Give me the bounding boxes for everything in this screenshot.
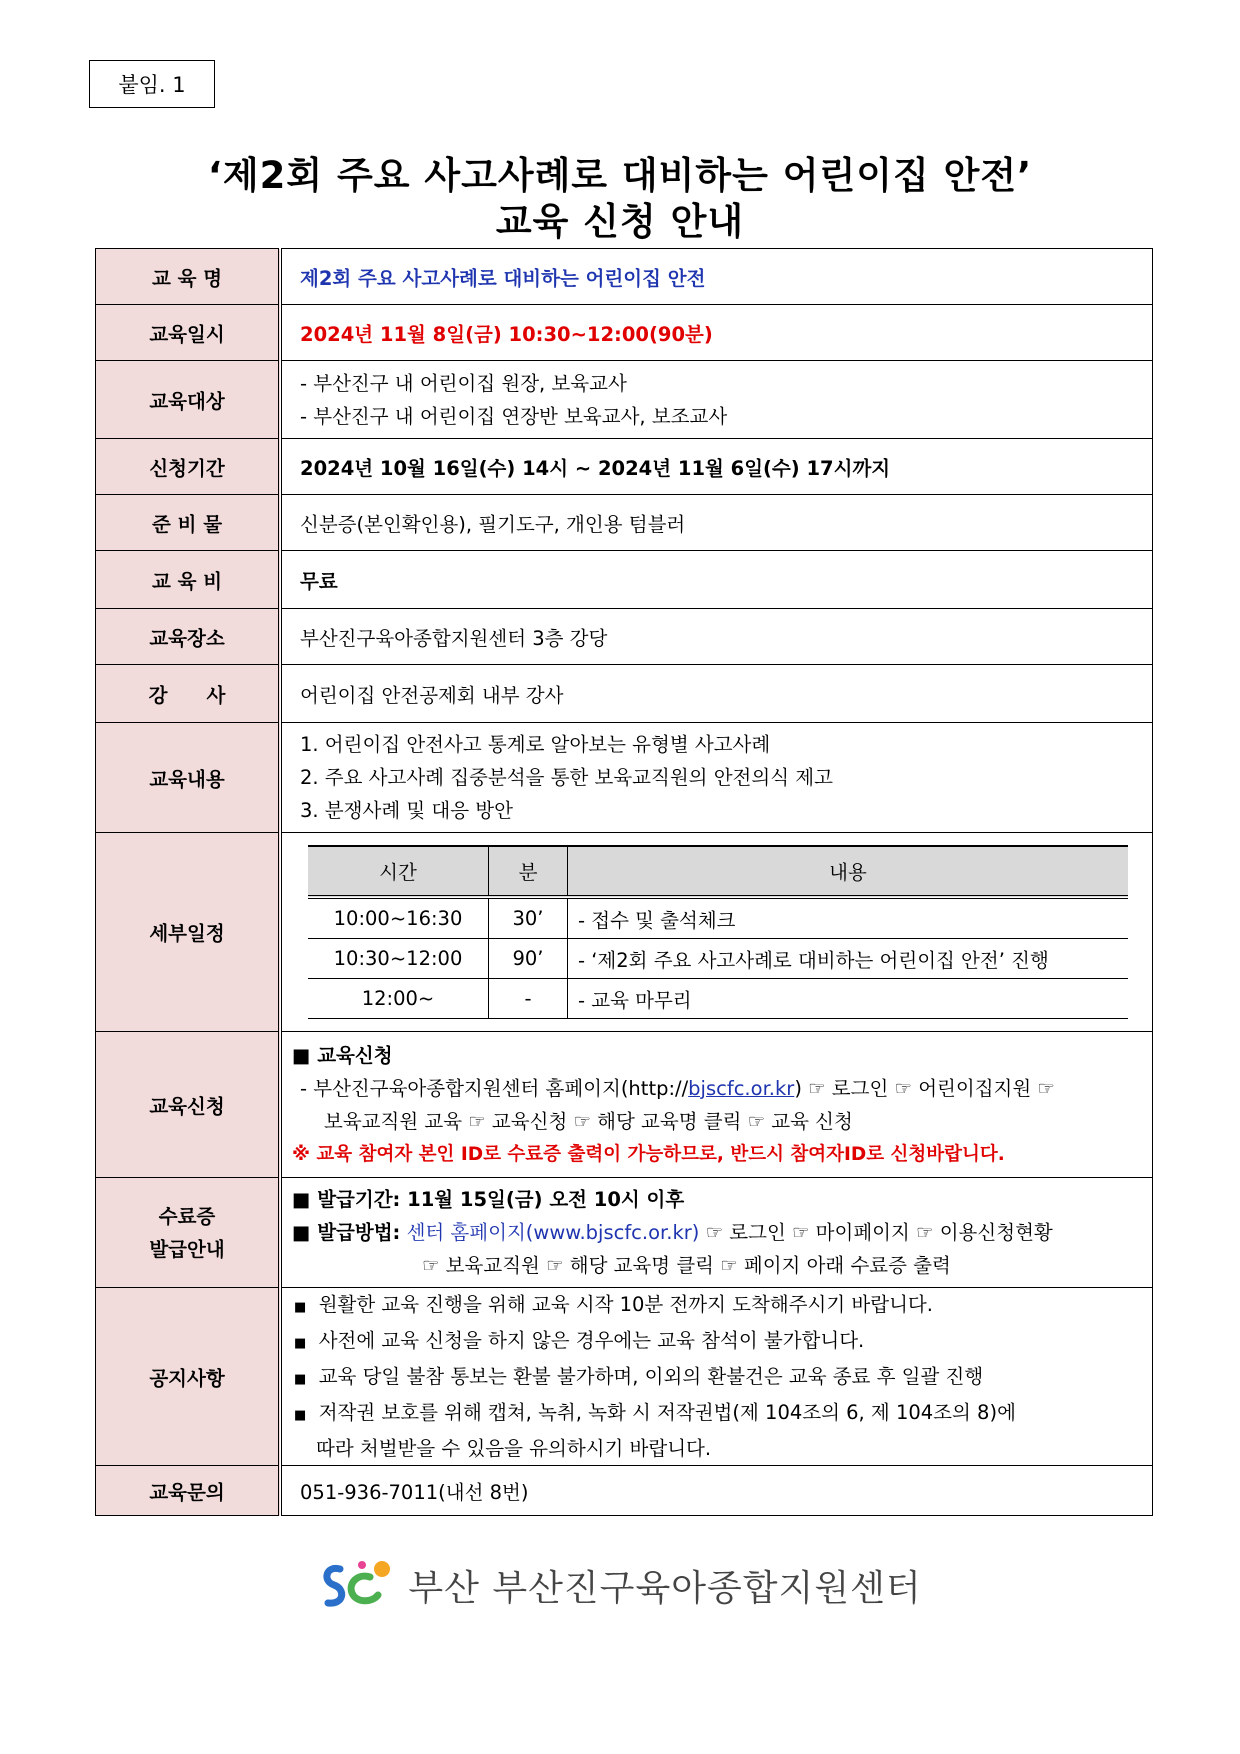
row-target <box>96 361 1153 439</box>
apply-line-1-pre: - 부산진구육아종합지원센터 홈페이지(http:// <box>300 1076 689 1100</box>
certificate-method-label: ■ 발급방법: <box>292 1221 401 1244</box>
content-line-1: 1. 어린이집 안전사고 통계로 알아보는 유형별 사고사례 <box>300 733 771 756</box>
schedule-time: 10:00~16:30 <box>308 897 489 939</box>
footer <box>0 1555 1240 1615</box>
label-certificate-2: 발급안내 <box>149 1237 225 1261</box>
value-supplies: 신분증(본인확인용), 필기도구, 개인용 텀블러 <box>280 495 1153 551</box>
label-inquiry: 교육문의 <box>96 1466 281 1516</box>
label-apply: 교육신청 <box>96 1032 281 1178</box>
label-lecturer: 강 사 <box>96 665 281 723</box>
row-supplies <box>96 495 1153 551</box>
label-schedule: 세부일정 <box>96 833 281 1032</box>
schedule-content: - 교육 마무리 <box>568 979 1129 1019</box>
info-table <box>95 248 1153 1516</box>
certificate-issue-period: ■ 발급기간: 11월 15일(금) 오전 10시 이후 <box>292 1188 685 1211</box>
target-line-1: - 부산진구 내 어린이집 원장, 보육교사 <box>300 371 627 395</box>
apply-heading: ■ 교육신청 <box>292 1043 393 1067</box>
label-period: 신청기간 <box>96 439 281 495</box>
schedule-minutes: 30’ <box>489 897 568 939</box>
label-fee: 교 육 비 <box>96 551 281 609</box>
bullet-square-icon: ■ <box>294 1336 307 1351</box>
schedule-time: 12:00~ <box>308 979 489 1019</box>
schedule-table <box>308 845 1128 1019</box>
value-schedule <box>280 833 1153 1032</box>
apply-notice: ※ 교육 참여자 본인 ID로 수료증 출력이 가능하므로, 반드시 참여자ID로 신청바랍니다. <box>292 1143 1005 1165</box>
apply-line-2: 보육교직원 교육 ☞ 교육신청 ☞ 해당 교육명 클릭 ☞ 교육 신청 <box>324 1109 853 1133</box>
row-notices <box>96 1288 1153 1466</box>
value-certificate <box>280 1178 1153 1288</box>
schedule-row <box>308 939 1128 979</box>
notice-item: ■ 사전에 교육 신청을 하지 않은 경우에는 교육 참석이 불가합니다. <box>294 1329 865 1352</box>
row-content <box>96 723 1153 833</box>
label-content: 교육내용 <box>96 723 281 833</box>
schedule-content: - ‘제2회 주요 사고사례로 대비하는 어린이집 안전’ 진행 <box>568 939 1129 979</box>
label-name: 교 육 명 <box>96 249 281 305</box>
row-schedule <box>96 833 1153 1032</box>
row-inquiry <box>96 1466 1153 1516</box>
value-datetime: 2024년 11월 8일(금) 10:30~12:00(90분) <box>280 305 1153 361</box>
bullet-square-icon: ■ <box>294 1408 307 1423</box>
value-lecturer: 어린이집 안전공제회 내부 강사 <box>280 665 1153 723</box>
page-title-line1: ‘제2회 주요 사고사례로 대비하는 어린이집 안전’ <box>207 154 1033 197</box>
row-place <box>96 609 1153 665</box>
value-period: 2024년 10월 16일(수) 14시 ~ 2024년 11월 6일(수) 17시까지 <box>280 439 1153 495</box>
label-datetime: 교육일시 <box>96 305 281 361</box>
label-supplies: 준 비 물 <box>96 495 281 551</box>
center-logo-icon <box>318 1555 398 1615</box>
row-name <box>96 249 1153 305</box>
schedule-content: - 접수 및 출석체크 <box>568 897 1129 939</box>
label-target: 교육대상 <box>96 361 281 439</box>
attachment-label: 붙임. 1 <box>89 60 215 108</box>
target-line-2: - 부산진구 내 어린이집 연장반 보육교사, 보조교사 <box>300 404 728 428</box>
schedule-row <box>308 979 1128 1019</box>
value-target <box>280 361 1153 439</box>
value-name: 제2회 주요 사고사례로 대비하는 어린이집 안전 <box>280 249 1153 305</box>
apply-line-1 <box>292 1072 1138 1105</box>
label-certificate <box>96 1178 281 1288</box>
row-datetime <box>96 305 1153 361</box>
schedule-time: 10:30~12:00 <box>308 939 489 979</box>
apply-line-1-post: ) ☞ 로그인 ☞ 어린이집지원 ☞ <box>794 1076 1055 1100</box>
notice-item: ■ 원활한 교육 진행을 위해 교육 시작 10분 전까지 도착해주시기 바랍니다. <box>294 1293 933 1316</box>
notice-item: ■ 교육 당일 불참 통보는 환불 불가하며, 이외의 환불건은 교육 종료 후 일괄 진행 <box>294 1365 984 1388</box>
certificate-method-line-2: ☞ 보육교직원 ☞ 해당 교육명 클릭 ☞ 페이지 아래 수료증 출력 <box>422 1254 951 1277</box>
bullet-square-icon: ■ <box>294 1372 307 1387</box>
certificate-method-rest: ☞ 로그인 ☞ 마이페이지 ☞ 이용신청현황 <box>699 1221 1053 1244</box>
label-certificate-1: 수료증 <box>158 1204 216 1228</box>
value-apply <box>280 1032 1153 1178</box>
footer-org-name: 부산 부산진구육아종합지원센터 <box>408 1567 922 1609</box>
row-lecturer <box>96 665 1153 723</box>
certificate-method <box>292 1216 1138 1249</box>
bullet-square-icon: ■ <box>294 1300 307 1315</box>
schedule-row <box>308 897 1128 939</box>
schedule-header-time: 시간 <box>308 846 489 897</box>
row-fee <box>96 551 1153 609</box>
row-apply <box>96 1032 1153 1178</box>
value-notices <box>280 1288 1153 1466</box>
schedule-header-minutes: 분 <box>489 846 568 897</box>
value-fee: 무료 <box>280 551 1153 609</box>
page-title-line2: 교육 신청 안내 <box>495 200 745 243</box>
schedule-header-row <box>308 846 1128 897</box>
notice-continuation: 따라 처벌받을 수 있음을 유의하시기 바랍니다. <box>316 1437 712 1460</box>
value-content <box>280 723 1153 833</box>
schedule-header-content: 내용 <box>568 846 1129 897</box>
schedule-minutes: - <box>489 979 568 1019</box>
apply-homepage-link[interactable]: bjscfc.or.kr <box>688 1076 795 1100</box>
content-line-2: 2. 주요 사고사례 집중분석을 통한 보육교직원의 안전의식 제고 <box>300 766 833 789</box>
label-place: 교육장소 <box>96 609 281 665</box>
value-inquiry: 051-936-7011(내선 8번) <box>280 1466 1153 1516</box>
notice-item: ■ 저작권 보호를 위해 캡쳐, 녹취, 녹화 시 저작권법(제 104조의 6, 제 104조의 8)에 <box>294 1401 1016 1424</box>
value-place: 부산진구육아종합지원센터 3층 강당 <box>280 609 1153 665</box>
label-notices: 공지사항 <box>96 1288 281 1466</box>
row-period <box>96 439 1153 495</box>
row-certificate <box>96 1178 1153 1288</box>
content-line-3: 3. 분쟁사례 및 대응 방안 <box>300 799 513 822</box>
schedule-minutes: 90’ <box>489 939 568 979</box>
certificate-homepage-link[interactable]: 센터 홈페이지(www.bjscfc.or.kr) <box>406 1221 700 1244</box>
